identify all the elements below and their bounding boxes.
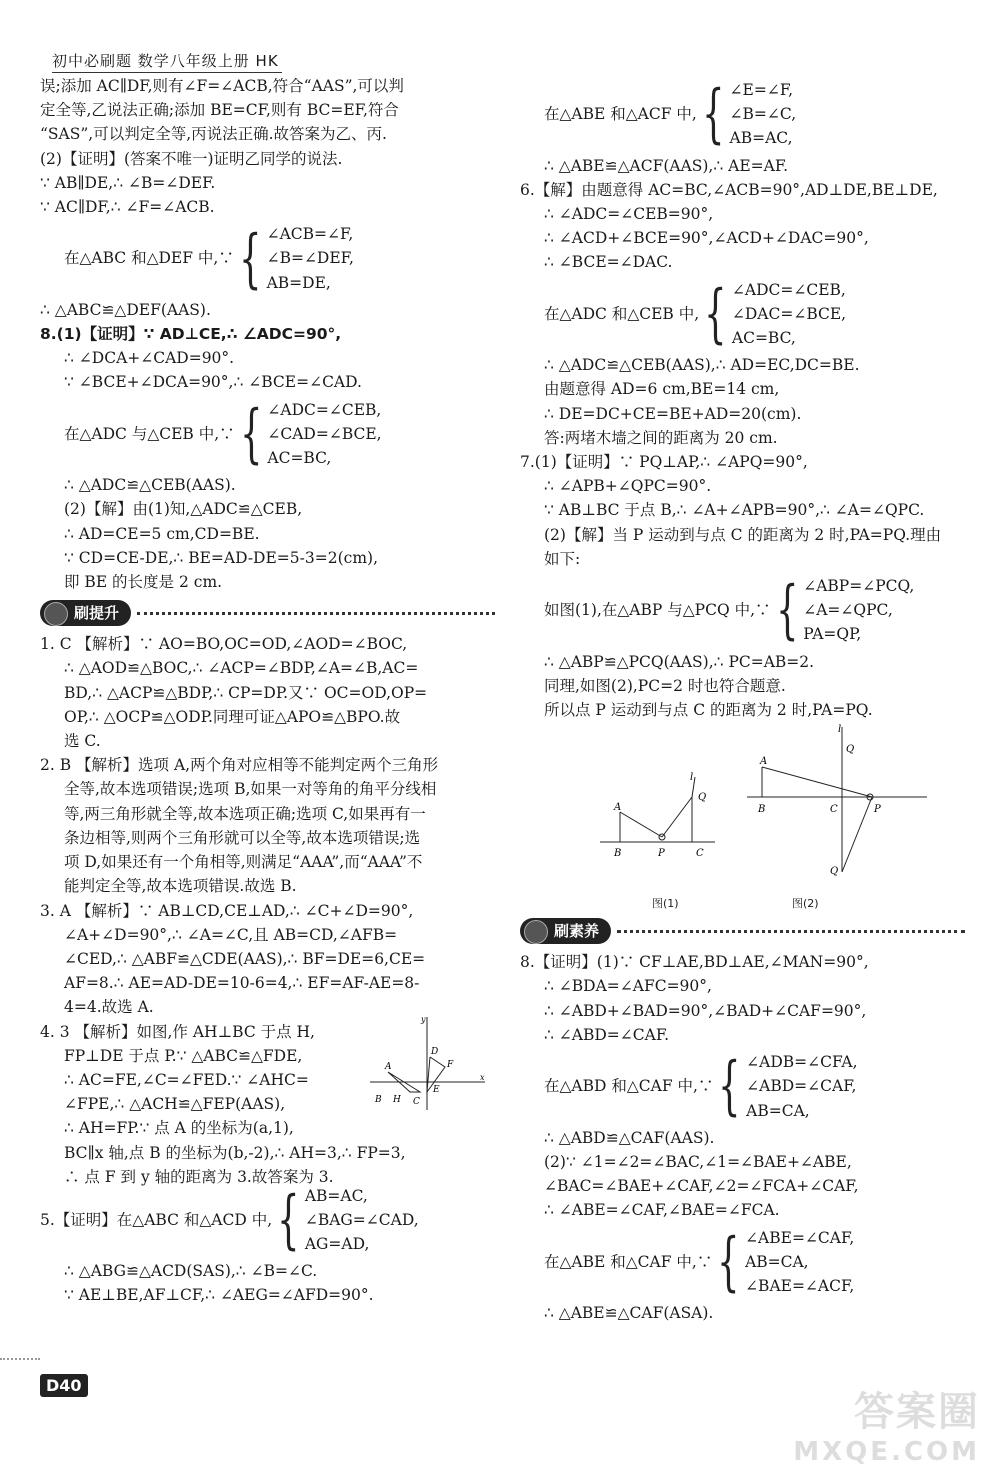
system-row: AB=CA,	[745, 1252, 809, 1271]
text-line: ∴ △ADC≌△CEB(AAS),∴ AD=EC,DC=BE.	[544, 356, 860, 375]
dotted-rule	[617, 930, 965, 933]
text-line: (2)【解】当 P 运动到与点 C 的距离为 2 时,PA=PQ.理由	[544, 525, 942, 544]
text-line: 答:两堵木墙之间的距离为 20 cm.	[544, 428, 778, 447]
text-line: ∵ CD=CE-DE,∴ BE=AD-DE=5-3=2(cm),	[64, 548, 378, 567]
system-row: ∠B=∠C,	[729, 105, 797, 124]
text-line: OP,∴ △OCP≌△ODP.同理可证△APO≌△BPO.故	[64, 707, 401, 726]
text-line: ∴ ∠ABD=∠CAF.	[544, 1025, 670, 1044]
system-row: AB=AC,	[304, 1186, 368, 1205]
system-row: ∠DAC=∠BCE,	[731, 304, 847, 323]
svg-text:C: C	[830, 804, 838, 816]
left-column	[40, 74, 495, 1308]
equation-system	[520, 574, 965, 647]
svg-text:y: y	[421, 1014, 426, 1024]
svg-text:l: l	[838, 724, 842, 736]
text-line: (2)【证明】(答案不唯一)证明乙同学的说法.	[40, 149, 343, 168]
text-line: ∴ △ABP≌△PCQ(AAS),∴ PC=AB=2.	[544, 652, 815, 671]
svg-text:A: A	[760, 756, 768, 768]
text-line: ∴ △ABD≌△CAF(AAS).	[544, 1128, 715, 1147]
equation-system	[520, 78, 965, 151]
system-prefix: 5.【证明】在△ABC 和△ACD 中,	[40, 1210, 273, 1229]
text-line: ∴ 点 F 到 y 轴的距离为 3.故答案为 3.	[64, 1167, 334, 1186]
system-prefix: 如图(1),在△ABP 与△PCQ 中,∵	[544, 601, 771, 620]
brace: {	[239, 221, 262, 296]
text-line: FP⊥DE 于点 P.∵ △ABC≌△FDE,	[64, 1046, 303, 1065]
system-prefix: 在△ADC 与△CEB 中,∵	[64, 424, 235, 443]
system-prefix: 在△ABE 和△CAF 中,∵	[544, 1252, 713, 1271]
text-line: (2)【解】由(1)知,△ADC≌△CEB,	[64, 500, 303, 519]
equation-system	[40, 1184, 495, 1257]
text-line: ∴ △ABE≌△CAF(ASA).	[544, 1304, 714, 1323]
text-line: BD,∴ △ACP≌△BDP,∴ CP=DP.又∵ OC=OD,OP=	[64, 683, 428, 702]
text-line: ∴ AC=FE,∠C=∠FED.∵ ∠AHC=	[64, 1070, 309, 1089]
system-row: AB=AC,	[729, 129, 793, 148]
system-row: AG=AD,	[304, 1234, 370, 1253]
page-header: 初中必刷题 数学八年级上册 HK	[52, 52, 279, 70]
text-line: ∠FPE,∴ △ACH≌△FEP(AAS),	[64, 1095, 286, 1114]
text-line: ∴ ∠DCA+∠CAD=90°.	[64, 349, 235, 368]
svg-text:Q: Q	[698, 792, 707, 804]
system-row: PA=QP,	[803, 625, 862, 644]
system-row: AC=BC,	[731, 329, 796, 348]
text-line: 3. A 【解析】∵ AB⊥CD,CE⊥AD,∴ ∠C+∠D=90°,	[40, 901, 414, 920]
svg-text:P: P	[658, 848, 665, 860]
text-line: ∴ ∠BCE=∠DAC.	[544, 253, 673, 272]
section-header-suyang	[520, 916, 965, 946]
svg-text:B: B	[375, 1094, 382, 1105]
text-line: 6.【解】由题意得 AC=BC,∠ACB=90°,AD⊥DE,BE⊥DE,	[520, 180, 938, 199]
text-line: ∴ ∠ABD+∠BAD=90°,∠BAD+∠CAF=90°,	[544, 1001, 867, 1020]
system-row: ∠ADC=∠CEB,	[731, 280, 846, 299]
svg-text:B: B	[758, 804, 766, 816]
section-badge	[40, 600, 131, 626]
figure-caption: 图(2)	[792, 897, 819, 911]
text-line: ∴ △ABE≌△ACF(AAS),∴ AE=AF.	[544, 156, 789, 175]
text-line: (2)∵ ∠1=∠2=∠BAC,∠1=∠BAE+∠ABE,	[544, 1152, 852, 1171]
svg-text:x: x	[480, 1072, 485, 1082]
text-line: BC∥x 轴,点 B 的坐标为(b,-2),∴ AH=3,∴ FP=3,	[64, 1143, 406, 1162]
svg-text:C: C	[413, 1096, 420, 1107]
svg-text:Q: Q	[830, 866, 839, 878]
text-line: 由题意得 AD=6 cm,BE=14 cm,	[544, 380, 780, 399]
brace: {	[701, 77, 725, 152]
system-prefix: 在△ABC 和△DEF 中,∵	[64, 249, 234, 268]
brace: {	[277, 1182, 300, 1257]
text-line: ∴ △AOD≌△BOC,∴ ∠ACP=∠BDP,∠A=∠B,AC=	[64, 659, 419, 678]
svg-text:P: P	[874, 804, 881, 816]
svg-text:H: H	[393, 1094, 401, 1105]
margin-dots	[0, 1358, 40, 1360]
text-line: 8.【证明】(1)∵ CF⊥AE,BD⊥AE,∠MAN=90°,	[520, 953, 869, 972]
text-line: AF=8.∴ AE=AD-DE=10-6=4,∴ EF=AF-AE=8-	[64, 974, 420, 993]
figure-caption: 图(1)	[652, 897, 679, 911]
text-line: ∵ AB⊥BC 于点 B,∴ ∠A+∠APB=90°,∴ ∠A=∠QPC.	[544, 501, 925, 520]
equation-system	[520, 1226, 965, 1299]
text-line: ∠CED,∴ △ABF≌△CDE(AAS),∴ BF=DE=6,CE=	[64, 949, 426, 968]
watermark-text: 答案圈	[854, 1389, 980, 1435]
figure-2	[742, 722, 932, 892]
brace: {	[717, 1224, 740, 1299]
system-row: ∠ABP=∠PCQ,	[803, 577, 915, 596]
svg-text:A: A	[385, 1061, 392, 1072]
coordinate-figure	[365, 1012, 490, 1112]
system-row: ∠ACB=∠F,	[266, 225, 354, 244]
section-badge	[520, 918, 611, 944]
section-title: 刷素养	[554, 922, 600, 941]
svg-text:D: D	[431, 1046, 439, 1057]
svg-text:l: l	[690, 772, 694, 784]
equation-system	[40, 398, 495, 471]
system-row: ∠BAE=∠ACF,	[745, 1276, 855, 1295]
svg-text:A: A	[614, 802, 622, 814]
text-line: ∴ ∠BDA=∠AFC=90°,	[544, 977, 712, 996]
pen-icon	[44, 602, 68, 626]
equation-system	[40, 222, 495, 295]
q4-block	[40, 1014, 495, 1190]
text-line: 2. B 【解析】选项 A,两个角对应相等不能判定两个三角形	[40, 756, 439, 775]
svg-text:F: F	[447, 1059, 454, 1070]
text-line: 定全等,乙说法正确;添加 BE=CF,则有 BC=EF,符合	[40, 101, 399, 120]
text-line: ∵ AE⊥BE,AF⊥CF,∴ ∠AEG=∠AFD=90°.	[64, 1286, 374, 1305]
system-row: ∠B=∠DEF,	[266, 249, 354, 268]
text-line: 4. 3 【解析】如图,作 AH⊥BC 于点 H,	[40, 1022, 315, 1041]
text-line: “SAS”,可以判定全等,丙说法正确.故答案为乙、丙.	[40, 125, 387, 144]
text-line: ∴ ∠ABE=∠CAF,∠BAE=∠FCA.	[544, 1201, 780, 1220]
svg-text:C: C	[696, 848, 704, 860]
text-line: ∴ △ABG≌△ACD(SAS),∴ ∠B=∠C.	[64, 1262, 318, 1281]
right-column	[520, 74, 965, 1325]
text-line: ∴ △ABC≌△DEF(AAS).	[40, 300, 211, 319]
system-row: ∠E=∠F,	[729, 81, 794, 99]
system-row: ∠ABE=∠CAF,	[745, 1228, 855, 1247]
watermark-url: MXQE.COM	[793, 1437, 980, 1467]
text-line: ∴ ∠ADC=∠CEB=90°,	[544, 205, 714, 224]
system-row: ∠ADC=∠CEB,	[267, 400, 382, 419]
system-row: AB=CA,	[746, 1101, 810, 1120]
text-line: 误;添加 AC∥DF,则有∠F=∠ACB,符合“AAS”,可以判	[40, 77, 404, 95]
text-line: ∴ ∠ACD+∠BCE=90°,∠ACD+∠DAC=90°,	[544, 229, 869, 248]
section-title: 刷提升	[74, 604, 120, 623]
svg-text:Q: Q	[846, 744, 855, 756]
system-row: AB=DE,	[266, 273, 331, 292]
system-row: ∠BAG=∠CAD,	[304, 1210, 419, 1229]
text-line: 全等,故本选项错误;选项 B,如果一对等角的角平分线相	[64, 780, 437, 799]
text-line: ∵ AC∥DF,∴ ∠F=∠ACB.	[40, 198, 215, 217]
system-row: ∠ABD=∠CAF,	[746, 1077, 857, 1096]
text-line: ∴ AD=CE=5 cm,CD=BE.	[64, 524, 260, 543]
text-line: 项 D,如果还有一个角相等,则满足“AAA”,而“AAA”不	[64, 853, 423, 872]
svg-text:E: E	[433, 1084, 440, 1095]
svg-text:B: B	[614, 848, 622, 860]
pen-icon	[524, 920, 548, 944]
text-line: 1. C 【解析】∵ AO=BO,OC=OD,∠AOD=∠BOC,	[40, 635, 408, 654]
brace: {	[718, 1049, 742, 1124]
system-row: ∠CAD=∠BCE,	[267, 424, 382, 443]
system-row: ∠ADB=∠CFA,	[746, 1053, 858, 1072]
text-line: ∠A+∠D=90°,∴ ∠A=∠C,且 AB=CD,∠AFB=	[64, 925, 398, 944]
brace: {	[775, 573, 799, 648]
text-line: ∴ △ADC≌△CEB(AAS).	[64, 476, 236, 495]
dotted-rule	[137, 612, 495, 615]
text-line: ∴ AH=FP.∵ 点 A 的坐标为(a,1),	[64, 1119, 294, 1138]
system-row: AC=BC,	[267, 449, 332, 468]
text-line: 即 BE 的长度是 2 cm.	[64, 573, 223, 592]
text-line: ∠BAC=∠BAE+∠CAF,∠2=∠FCA+∠CAF,	[544, 1177, 859, 1196]
equation-system	[520, 278, 965, 351]
brace: {	[239, 396, 263, 471]
text-line: ∵ AB∥DE,∴ ∠B=∠DEF.	[40, 173, 216, 192]
figure-1	[600, 772, 730, 882]
text-line: ∴ DE=DC+CE=BE+AD=20(cm).	[544, 404, 802, 423]
text-line: 所以点 P 运动到与点 C 的距离为 2 时,PA=PQ.	[544, 701, 873, 720]
system-prefix: 在△ADC 和△CEB 中,	[544, 304, 700, 323]
text-line: 如下:	[544, 549, 581, 568]
text-line: 能判定全等,故本选项错误.故选 B.	[64, 877, 297, 896]
text-line: 选 C.	[64, 732, 101, 751]
header-rule	[52, 72, 282, 73]
text-line: ∴ ∠APB+∠QPC=90°.	[544, 477, 712, 496]
system-prefix: 在△ABE 和△ACF 中,	[544, 105, 697, 124]
text-line: 8.(1)【证明】∵ AD⊥CE,∴ ∠ADC=90°,	[40, 325, 342, 344]
system-prefix: 在△ABD 和△CAF 中,∵	[544, 1077, 714, 1096]
system-row: ∠A=∠QPC,	[803, 601, 893, 620]
text-line: 4=4.故选 A.	[64, 998, 154, 1017]
text-line: 7.(1)【证明】∵ PQ⊥AP,∴ ∠APQ=90°,	[520, 453, 808, 472]
q7-figures	[520, 722, 965, 912]
text-line: 条边相等,则两个三角形就可以全等,故本选项错误;选	[64, 828, 421, 847]
brace: {	[704, 276, 727, 351]
text-line: 等,两三角形就全等,故本选项正确;选项 C,如果再有一	[64, 804, 426, 823]
equation-system	[520, 1050, 965, 1123]
text-line: ∵ ∠BCE+∠DCA=90°,∴ ∠BCE=∠CAD.	[64, 373, 362, 392]
section-header-tisheng	[40, 598, 495, 628]
text-line: 同理,如图(2),PC=2 时也符合题意.	[544, 676, 786, 695]
page-number: D40	[40, 1374, 88, 1397]
